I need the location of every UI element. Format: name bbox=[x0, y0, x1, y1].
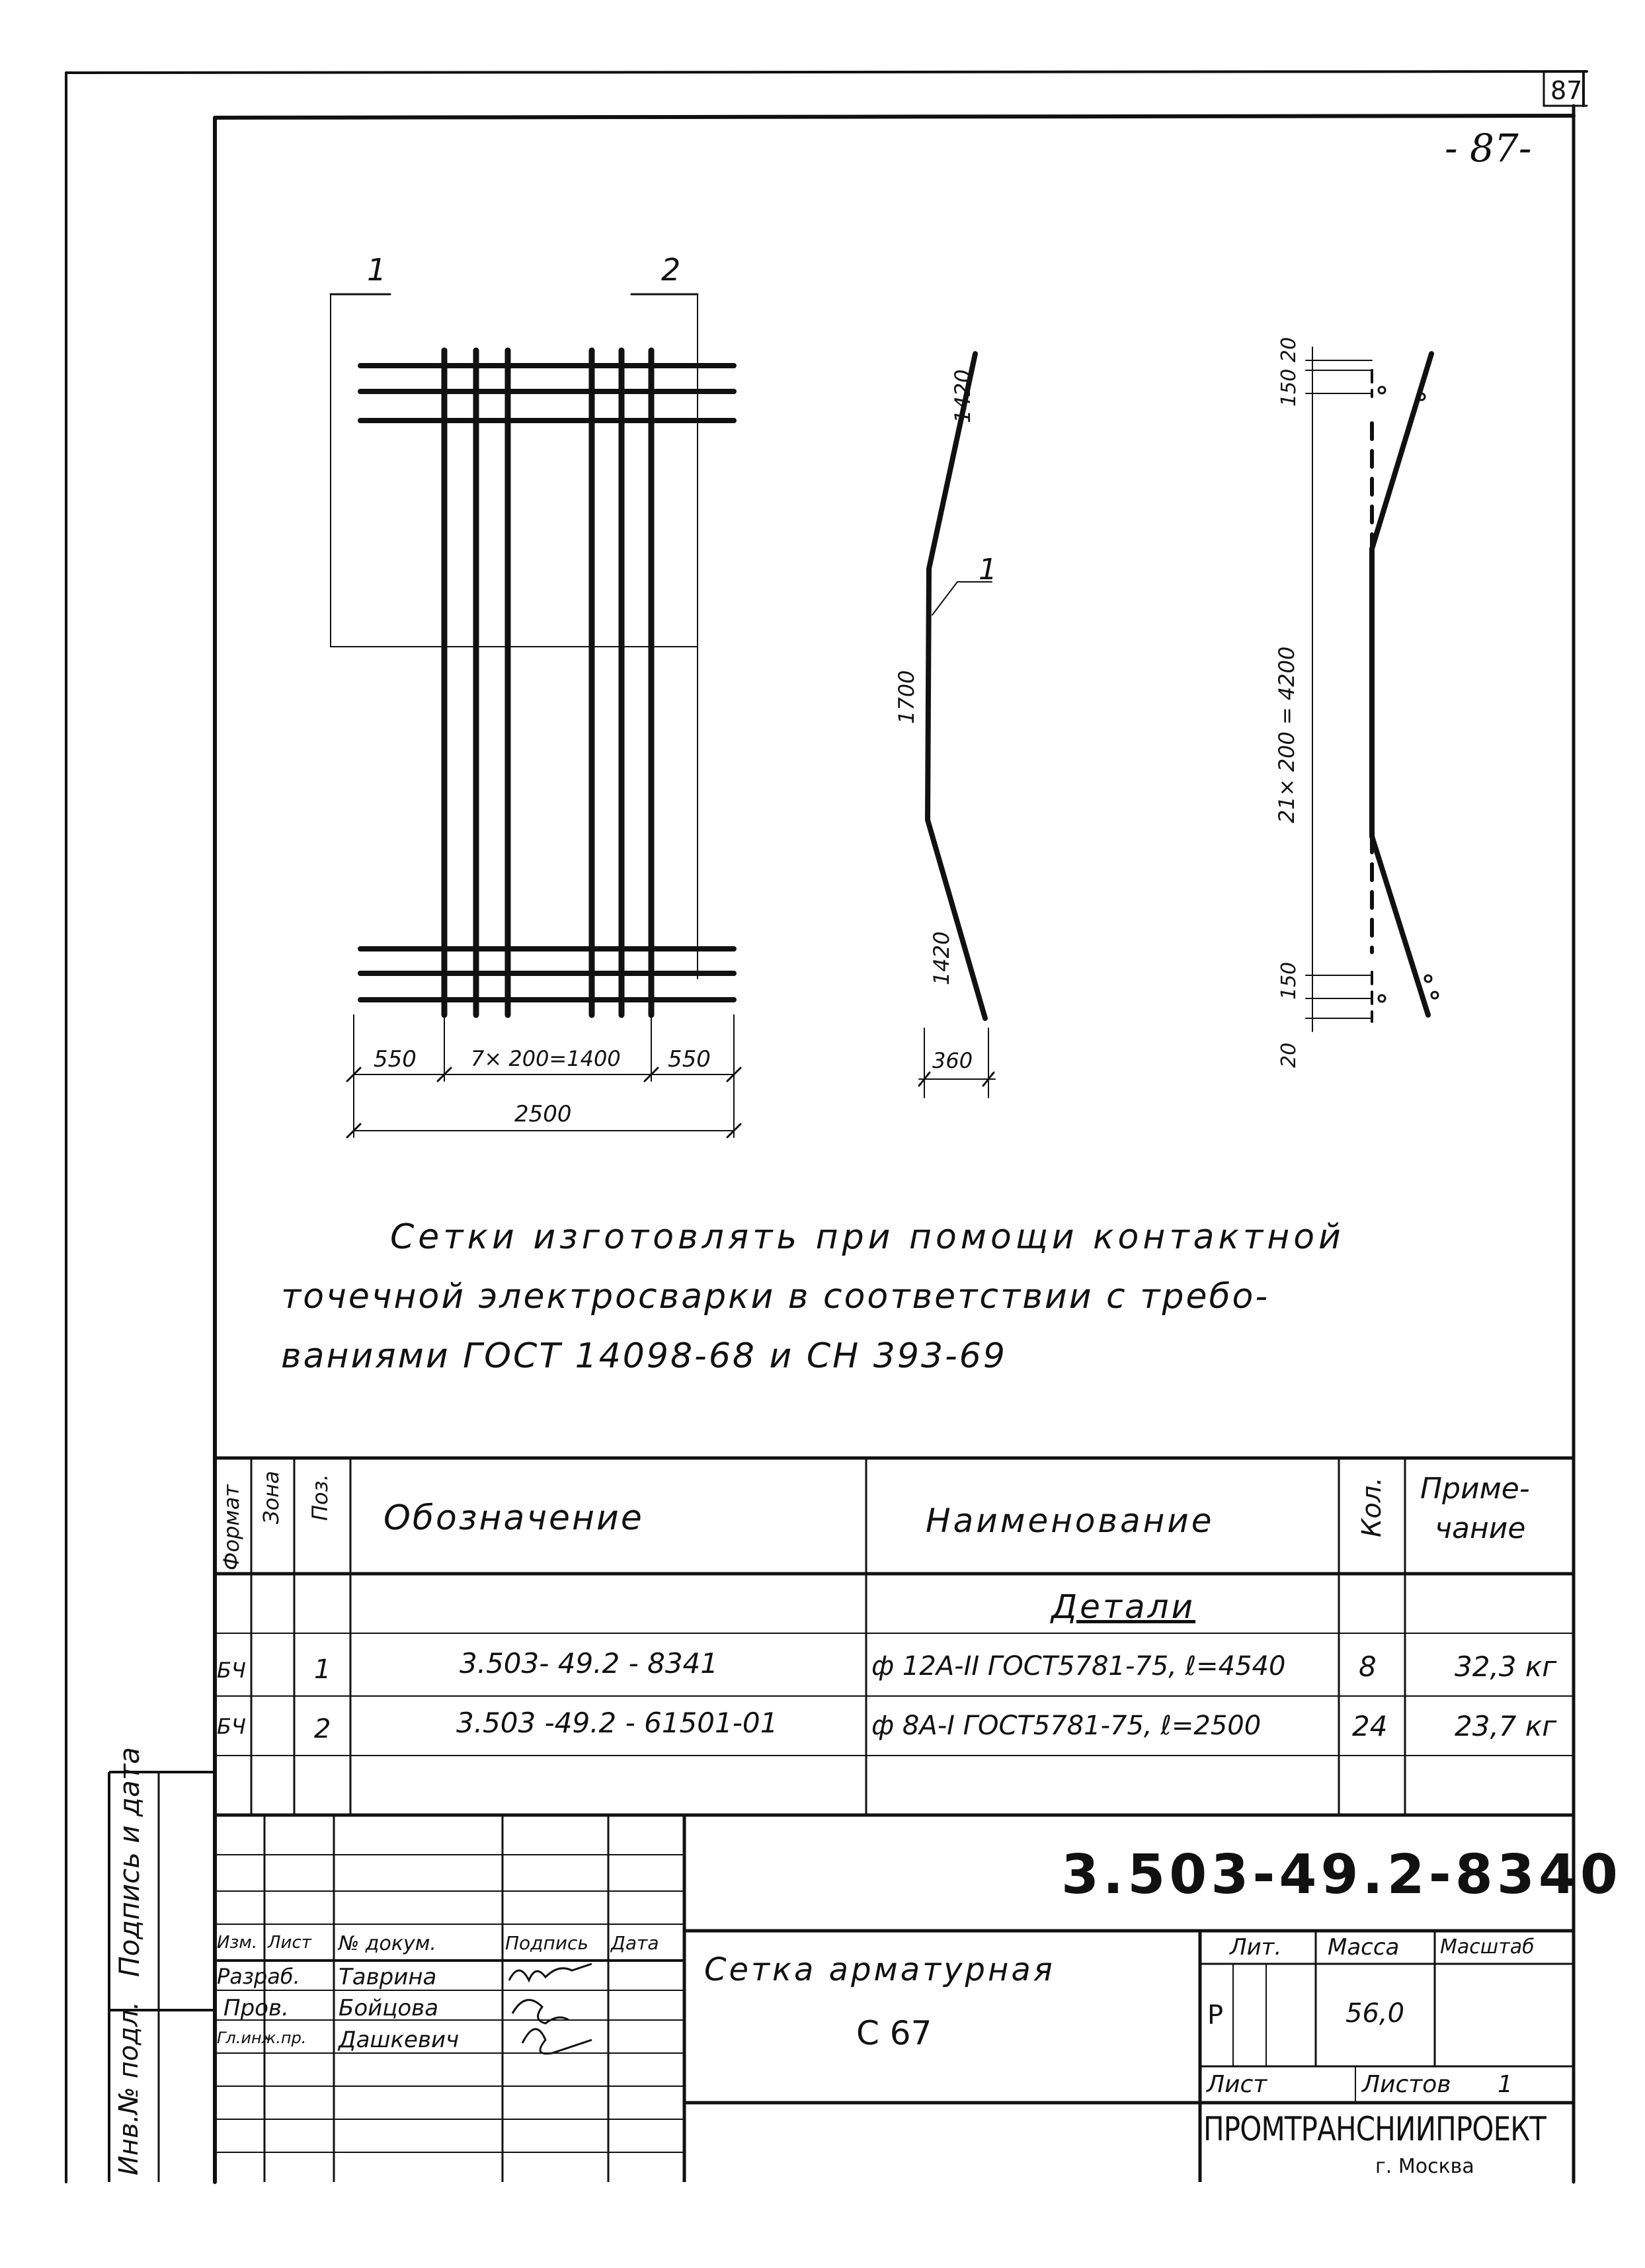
side-dim-150-top: 150 bbox=[1277, 368, 1301, 407]
name-prov: Бойцова bbox=[339, 1995, 439, 2021]
note-line-3: ваниями ГОСТ 14098-68 и СН 393-69 bbox=[281, 1336, 1007, 1376]
header-name: Наименование bbox=[926, 1502, 1215, 1540]
lit-label: Лит. bbox=[1230, 1934, 1282, 1961]
bar1-dim-mid: 1700 bbox=[894, 670, 919, 724]
header-format: Формат bbox=[219, 1484, 244, 1570]
city: г. Москва bbox=[1375, 2155, 1474, 2178]
dim-total: 2500 bbox=[514, 1101, 572, 1127]
page-number: 87 bbox=[1550, 76, 1583, 105]
name-glinzh: Дашкевич bbox=[339, 2027, 460, 2053]
header-qty: Кол. bbox=[1357, 1477, 1387, 1537]
sheet-label: Лист bbox=[1207, 2071, 1267, 2098]
dim-550-left: 550 bbox=[374, 1046, 417, 1073]
role-glinzh: Гл.инж.пр. bbox=[217, 2029, 307, 2047]
role-prov: Пров. bbox=[223, 1995, 289, 2021]
row1-name: ф 12А-II ГОСТ5781-75, ℓ=4540 bbox=[871, 1651, 1286, 1681]
dim-middle: 7× 200=1400 bbox=[471, 1046, 621, 1071]
mass-value: 56,0 bbox=[1345, 1998, 1405, 2029]
signature-razrab bbox=[509, 1964, 592, 1980]
role-razrab: Разраб. bbox=[217, 1964, 300, 1989]
drawing-code: 3.503-49.2-8340 bbox=[1061, 1843, 1622, 1906]
section-callout-1: 1 bbox=[367, 252, 387, 288]
col-date: Дата bbox=[611, 1932, 659, 1954]
header-note-2: чание bbox=[1435, 1512, 1526, 1545]
signature-glinzh bbox=[522, 2029, 592, 2054]
header-pos: Поз. bbox=[307, 1474, 333, 1521]
dim-550-right: 550 bbox=[668, 1046, 711, 1073]
row1-designation: 3.503- 49.2 - 8341 bbox=[460, 1647, 719, 1680]
header-note-1: Приме- bbox=[1420, 1472, 1530, 1506]
side-dim-150-bottom: 150 bbox=[1277, 961, 1301, 1000]
row2-format: БЧ bbox=[217, 1714, 246, 1739]
row2-qty: 24 bbox=[1352, 1710, 1388, 1742]
bar1-dim-bottom: 1420 bbox=[929, 931, 954, 985]
mass-label: Масса bbox=[1328, 1934, 1400, 1961]
row2-designation: 3.503 -49.2 - 61501-01 bbox=[456, 1707, 778, 1739]
note-line-2: точечной электросварки в соответствии с требо- bbox=[281, 1277, 1270, 1316]
row1-note: 32,3 кг bbox=[1455, 1650, 1557, 1683]
note-line-1: Сетки изготовлять при помощи контактной bbox=[390, 1217, 1345, 1257]
bar1-dim-base: 360 bbox=[932, 1048, 973, 1073]
row2-pos: 2 bbox=[314, 1714, 331, 1744]
sheets-value: 1 bbox=[1498, 2071, 1513, 2098]
side-stamp-inv-no: Инв.№ подл. bbox=[114, 2001, 144, 2175]
bar1-callout: 1 bbox=[979, 553, 997, 587]
row1-pos: 1 bbox=[314, 1654, 331, 1685]
side-dim-20-bottom: 20 bbox=[1277, 1042, 1301, 1068]
side-dim-main: 21× 200 = 4200 bbox=[1274, 646, 1299, 823]
sheets-label: Листов bbox=[1362, 2071, 1451, 2098]
header-designation: Обозначение bbox=[383, 1498, 644, 1538]
page-number-handwritten: - 87- bbox=[1445, 126, 1532, 171]
side-dim-20-top: 20 bbox=[1277, 337, 1301, 362]
section-details: Детали bbox=[1051, 1588, 1196, 1626]
title-line-1: Сетка арматурная bbox=[704, 1951, 1055, 1988]
section-callout-2: 2 bbox=[661, 252, 681, 288]
row1-qty: 8 bbox=[1359, 1650, 1377, 1683]
row2-note: 23,7 кг bbox=[1455, 1710, 1557, 1742]
row2-name: ф 8А-I ГОСТ5781-75, ℓ=2500 bbox=[871, 1711, 1262, 1741]
title-line-2: С 67 bbox=[856, 2014, 932, 2052]
side-stamp-sign-date: Подпись и дата bbox=[113, 1747, 145, 1977]
bar1-dim-top: 1420 bbox=[950, 369, 975, 423]
row1-format: БЧ bbox=[217, 1658, 246, 1683]
organization: ПРОМТРАНСНИИПРОЕКТ bbox=[1203, 2110, 1546, 2148]
name-razrab: Таврина bbox=[339, 1964, 437, 1990]
scale-label: Масштаб bbox=[1440, 1935, 1535, 1959]
lit-value: Р bbox=[1207, 2000, 1224, 2031]
col-sign: Подпись bbox=[505, 1932, 588, 1954]
col-izm: Изм. bbox=[217, 1933, 258, 1953]
header-zone: Зона bbox=[259, 1471, 284, 1524]
col-list: Лист bbox=[268, 1933, 311, 1953]
col-doc: № докум. bbox=[339, 1932, 436, 1955]
